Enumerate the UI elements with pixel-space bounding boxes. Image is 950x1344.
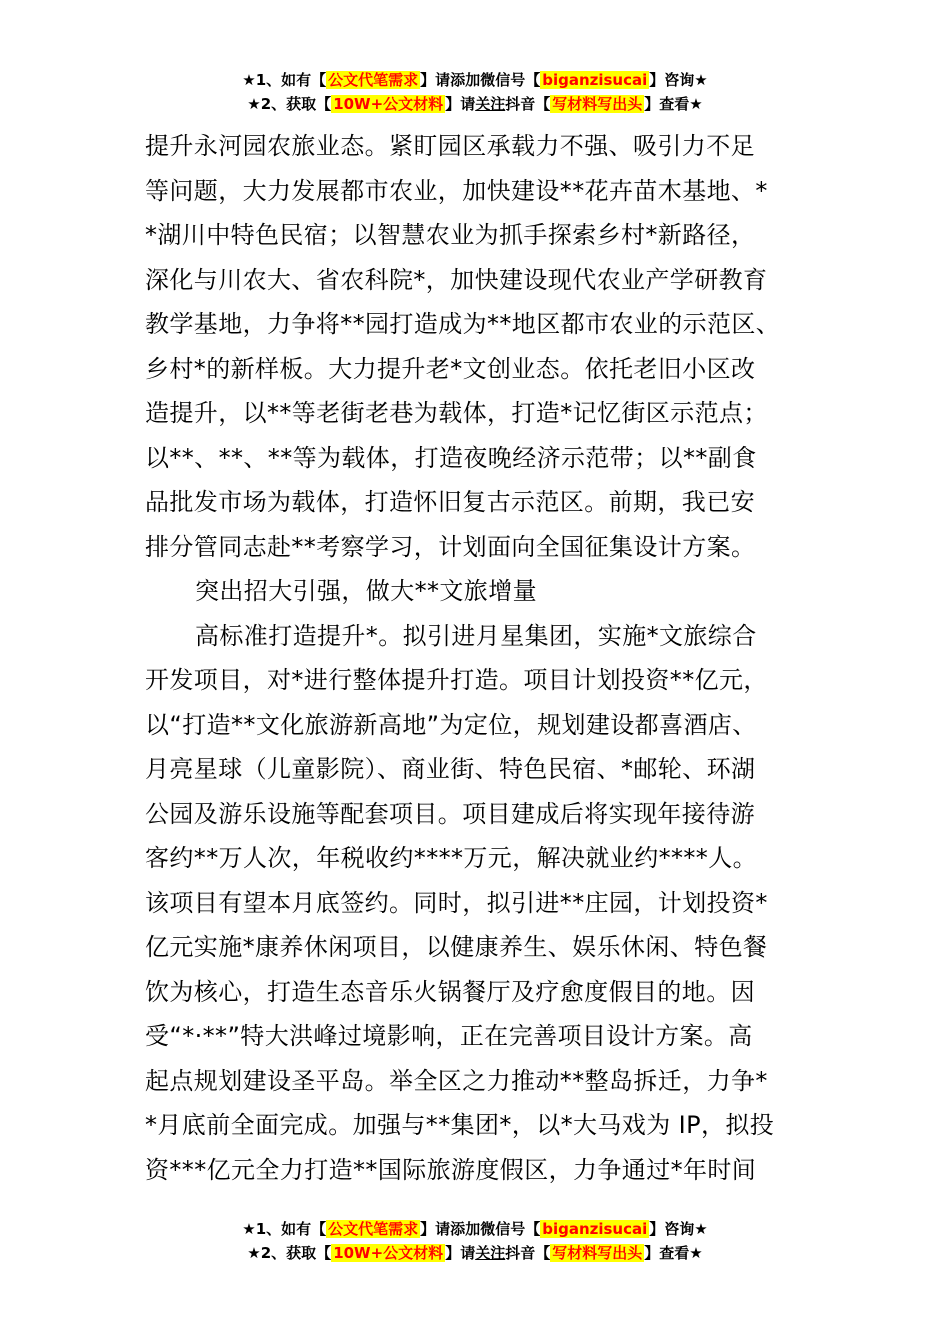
section-heading: 突出招大引强，做大**文旅增量: [195, 577, 537, 605]
banner-text: 加: [465, 71, 481, 89]
highlight-service: 公文代笔需求: [328, 1220, 419, 1238]
banner-text: 抖音【: [505, 95, 551, 113]
banner-text: 】请: [445, 1244, 476, 1262]
banner-text: 关注: [475, 1244, 506, 1262]
body-line: 乡村*的新样板。大力提升老*文创业态。依托老旧小区改: [145, 354, 756, 383]
banner-text: ★1、如有【: [242, 71, 327, 89]
footer-banner: [0, 1217, 950, 1265]
highlight-wechat-id: biganzisucai: [542, 1220, 648, 1238]
highlight-douyin-account: 写材料写出头: [552, 1244, 643, 1262]
body-line: 高标准打造提升*。拟引进月星集团，实施*文旅综合: [195, 621, 757, 650]
body-line: 以**、**、**等为载体，打造夜晚经济示范带；以**副食: [145, 443, 757, 472]
banner-text: 】请: [445, 95, 476, 113]
body-line: 亿元实施*康养休闲项目，以健康养生、娱乐休闲、特色餐: [145, 933, 768, 961]
highlight-materials: 10W+公文材料: [333, 1244, 444, 1262]
banner-text: 】查看★: [644, 95, 703, 113]
body-line: 起点规划建设圣平岛。举全区之力推动**整岛拆迁，力争*: [145, 1066, 768, 1095]
highlight-douyin-account: 写材料写出头: [552, 95, 643, 113]
highlight-wechat-id: biganzisucai: [542, 71, 648, 89]
body-line: 等问题，大力发展都市农业，加快建设**花卉苗木基地、*: [145, 176, 768, 205]
banner-line-2: [0, 92, 950, 116]
banner-text: 微信号【: [480, 71, 541, 89]
highlight-service: 公文代笔需求: [328, 71, 419, 89]
banner-text: ★2、获取【: [247, 1244, 332, 1262]
document-body: [145, 124, 815, 1192]
highlight-materials: 10W+公文材料: [333, 95, 444, 113]
banner-text: 】咨询★: [649, 71, 708, 89]
banner-text: ★1、如有【: [242, 1220, 327, 1238]
body-line: 饮为核心，打造生态音乐火锅餐厅及疗愈度假目的地。因: [145, 977, 755, 1006]
body-line: 排分管同志赴**考察学习，计划面向全国征集设计方案。: [145, 532, 756, 561]
body-line: *月底前全面完成。加强与**集团*，以*大马戏为 IP，拟投: [145, 1111, 775, 1139]
body-line: 深化与川农大、省农科院*，加快建设现代农业产学研教育: [145, 265, 768, 294]
banner-line-1: [0, 68, 950, 92]
banner-line-1: [0, 1217, 950, 1241]
banner-text: 加: [465, 1220, 481, 1238]
body-line: 受“*·**”特大洪峰过境影响，正在完善项目设计方案。高: [145, 1022, 753, 1050]
body-line: 月亮星球（儿童影院）、商业街、特色民宿、*邮轮、环湖: [145, 755, 756, 783]
body-line: 以“打造**文化旅游新高地”为定位，规划建设都喜酒店、: [145, 710, 757, 739]
body-line: *湖川中特色民宿；以智慧农业为抓手探索乡村*新路径，: [145, 221, 756, 249]
banner-text: ★2、获取【: [247, 95, 332, 113]
banner-text: 关注: [475, 95, 506, 113]
body-line: 品批发市场为载体，打造怀旧复古示范区。前期，我已安: [145, 488, 755, 516]
banner-text: 】请添: [420, 1220, 466, 1238]
banner-text: 】请添: [420, 71, 466, 89]
body-line: 资***亿元全力打造**国际旅游度假区，力争通过*年时间: [145, 1155, 757, 1184]
banner-line-2: [0, 1241, 950, 1265]
body-line: 开发项目，对*进行整体提升打造。项目计划投资**亿元，: [145, 666, 768, 694]
banner-text: 抖音【: [505, 1244, 551, 1262]
banner-text: 微信号【: [480, 1220, 541, 1238]
body-line: 造提升，以**等老街老巷为载体，打造*记忆街区示范点；: [145, 399, 768, 427]
banner-text: 】查看★: [644, 1244, 703, 1262]
body-line: 客约**万人次，年税收约****万元，解决就业约****人。: [145, 844, 757, 872]
body-line: 公园及游乐设施等配套项目。项目建成后将实现年接待游: [145, 799, 755, 828]
banner-text: 】咨询★: [649, 1220, 708, 1238]
body-line: 该项目有望本月底签约。同时，拟引进**庄园，计划投资*: [145, 888, 768, 917]
body-line: 教学基地，力争将**园打造成为**地区都市农业的示范区、: [145, 310, 781, 338]
body-line: 提升永河园农旅业态。紧盯园区承载力不强、吸引力不足: [145, 132, 755, 160]
header-banner: [0, 68, 950, 116]
